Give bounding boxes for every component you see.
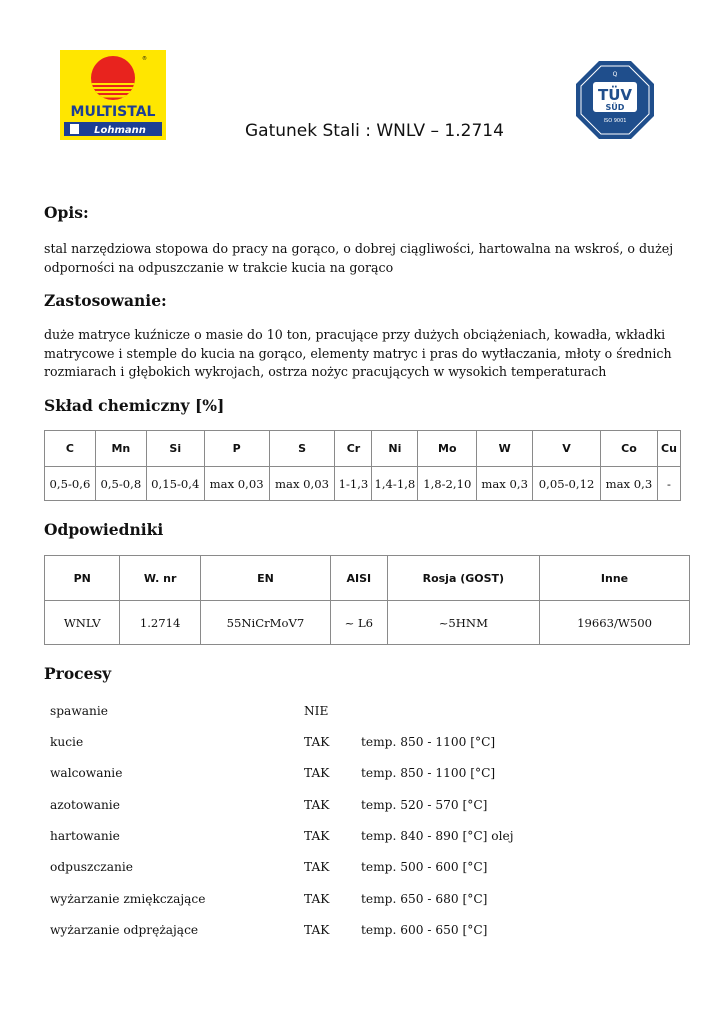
header-cell: AISI xyxy=(331,556,388,601)
process-name: wyżarzanie odprężające xyxy=(50,923,199,937)
value-cell: 0,15-0,4 xyxy=(146,467,204,501)
table-header-row xyxy=(45,556,690,601)
header-cell: C xyxy=(45,431,96,467)
header-cell: S xyxy=(269,431,335,467)
value-cell: 0,05-0,12 xyxy=(533,467,601,501)
header-cell: Mn xyxy=(95,431,146,467)
svg-text:Q: Q xyxy=(612,71,618,78)
process-temp: temp. 850 - 1100 [°C] xyxy=(361,735,496,749)
value-cell: max 0,03 xyxy=(269,467,335,501)
list-item xyxy=(50,735,690,755)
process-flag: TAK xyxy=(304,829,330,843)
process-flag: TAK xyxy=(304,923,330,937)
value-cell: max 0,03 xyxy=(204,467,269,501)
zastosowanie-text: duże matryce kuźnicze o masie do 10 ton, pracujące przy dużych obciążeniach, kowadła, wkładki matrycowe i stemple do kucia na gorąco, elementy matryc i pras do wytłaczania, młoty o średnich rozmiarach i głębokich wykrojach, ostrza nożyc pracujących w wysokich temperaturach xyxy=(44,327,672,379)
process-name: azotowanie xyxy=(50,798,120,812)
header-cell: EN xyxy=(200,556,330,601)
value-cell: 1,4-1,8 xyxy=(372,467,418,501)
process-flag: TAK xyxy=(304,798,330,812)
process-temp: temp. 520 - 570 [°C] xyxy=(361,798,488,812)
value-cell: max 0,3 xyxy=(601,467,658,501)
table-header-row xyxy=(45,431,681,467)
value-cell: 1,8-2,10 xyxy=(418,467,477,501)
header-cell: PN xyxy=(45,556,120,601)
list-item xyxy=(50,923,690,943)
table-row xyxy=(45,601,690,645)
header-cell: Cr xyxy=(335,431,372,467)
logo-multistal-text: MULTISTAL xyxy=(70,104,156,120)
header-cell: Si xyxy=(146,431,204,467)
header-cell: Cu xyxy=(657,431,680,467)
process-flag: TAK xyxy=(304,860,330,874)
chemical-composition-table xyxy=(44,430,681,501)
header-cell: W xyxy=(477,431,533,467)
header-cell: Co xyxy=(601,431,658,467)
opis-heading: Opis: xyxy=(44,203,89,222)
list-item xyxy=(50,704,690,724)
process-name: hartowanie xyxy=(50,829,120,843)
list-item xyxy=(50,798,690,818)
list-item xyxy=(50,829,690,849)
value-cell: 0,5-0,6 xyxy=(45,467,96,501)
odpowiedniki-heading: Odpowiedniki xyxy=(44,520,164,539)
process-temp: temp. 850 - 1100 [°C] xyxy=(361,766,496,780)
header-cell: Ni xyxy=(372,431,418,467)
process-flag: NIE xyxy=(304,704,329,718)
value-cell: 19663/W500 xyxy=(540,601,690,645)
process-name: odpuszczanie xyxy=(50,860,133,874)
value-cell: max 0,3 xyxy=(477,467,533,501)
value-cell: 55NiCrMoV7 xyxy=(200,601,330,645)
value-cell: ~ L6 xyxy=(331,601,388,645)
process-name: spawanie xyxy=(50,704,108,718)
process-temp: temp. 840 - 890 [°C] olej xyxy=(361,829,514,843)
value-cell: 0,5-0,8 xyxy=(95,467,146,501)
zastosowanie-heading: Zastosowanie: xyxy=(44,291,167,310)
header-cell: Inne xyxy=(540,556,690,601)
process-name: wyżarzanie zmiękczające xyxy=(50,892,206,906)
process-temp: temp. 600 - 650 [°C] xyxy=(361,923,488,937)
process-name: kucie xyxy=(50,735,84,749)
header-cell: W. nr xyxy=(120,556,200,601)
value-cell: - xyxy=(657,467,680,501)
process-temp: temp. 500 - 600 [°C] xyxy=(361,860,488,874)
process-flag: TAK xyxy=(304,766,330,780)
multistal-logo xyxy=(60,50,166,140)
process-flag: TAK xyxy=(304,892,330,906)
header-cell: Mo xyxy=(418,431,477,467)
list-item xyxy=(50,860,690,880)
process-name: walcowanie xyxy=(50,766,123,780)
list-item xyxy=(50,892,690,912)
tuv-logo xyxy=(575,60,655,140)
svg-text:®: ® xyxy=(142,56,147,62)
header-cell: V xyxy=(533,431,601,467)
header-cell: Rosja (GOST) xyxy=(387,556,539,601)
value-cell: ~5HNM xyxy=(387,601,539,645)
logo-tuv-sub: SÜD xyxy=(605,103,625,112)
value-cell: 1-1,3 xyxy=(335,467,372,501)
logo-lohmann-text: Lohmann xyxy=(94,125,146,136)
opis-text: stal narzędziowa stopowa do pracy na gorąco, o dobrej ciągliwości, hartowalna na wskroś, o dużej odporności na odpuszczanie w trakcie kucia na gorąco xyxy=(44,241,674,275)
sklad-heading: Skład chemiczny [%] xyxy=(44,396,225,415)
table-row xyxy=(45,467,681,501)
list-item xyxy=(50,766,690,786)
equivalents-table xyxy=(44,555,690,645)
value-cell: 1.2714 xyxy=(120,601,200,645)
process-temp: temp. 650 - 680 [°C] xyxy=(361,892,488,906)
header-cell: P xyxy=(204,431,269,467)
process-flag: TAK xyxy=(304,735,330,749)
logo-tuv-iso: ISO 9001 xyxy=(603,118,627,124)
logo-tuv-text: TÜV xyxy=(597,86,633,104)
value-cell: WNLV xyxy=(45,601,120,645)
procesy-heading: Procesy xyxy=(44,664,112,683)
page-title: Gatunek Stali : WNLV – 1.2714 xyxy=(245,121,504,141)
